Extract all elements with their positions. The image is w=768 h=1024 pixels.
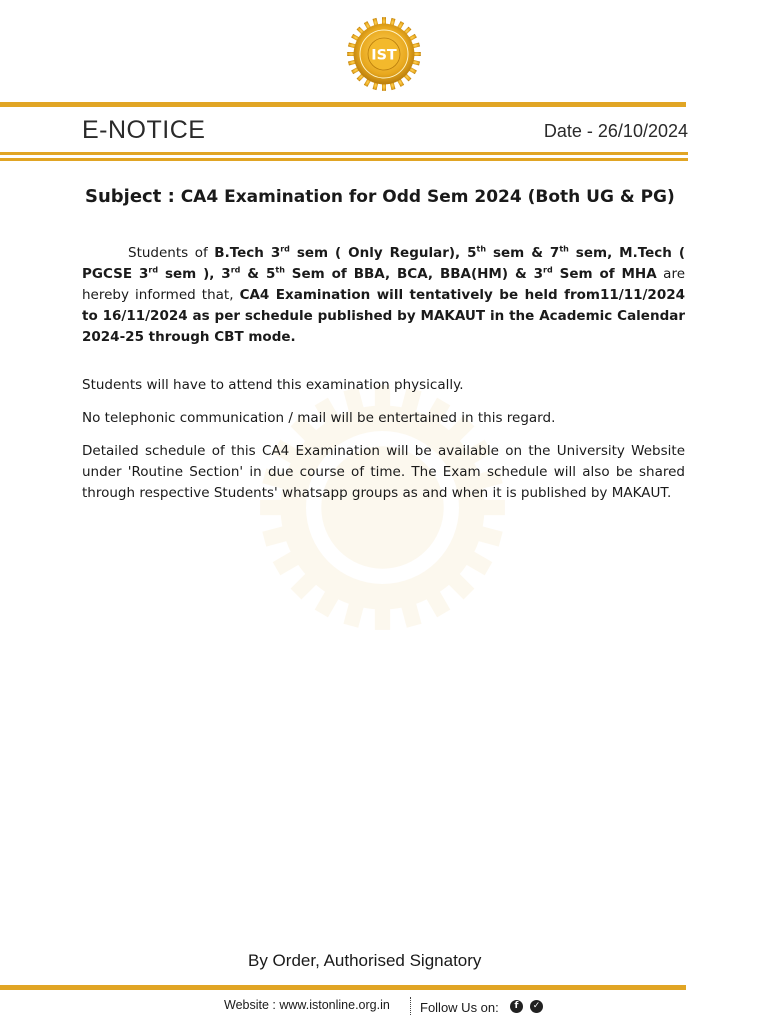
authorised-signatory: By Order, Authorised Signatory — [248, 951, 482, 970]
notice-date: Date - 26/10/2024 — [543, 121, 688, 141]
p1-seg: sem, M.Tech ( PGCSE 3 — [82, 245, 686, 282]
subject-text: CA4 Examination for Odd Sem 2024 (Both UG & PG) — [180, 187, 675, 207]
header-rule-1 — [0, 152, 688, 155]
p1-sup: rd — [230, 265, 241, 275]
p1-seg: Students of — [128, 245, 215, 261]
p1-seg: & 5 — [240, 266, 276, 282]
p1-sup: th — [476, 244, 487, 254]
page-title: E-NOTICE — [82, 116, 206, 144]
twitter-icon[interactable]: ✓ — [530, 1000, 543, 1013]
header-rule-2 — [0, 158, 688, 161]
notice-subject — [85, 186, 675, 207]
p1-seg: sem ), 3 — [158, 266, 231, 282]
p1-sup: rd — [543, 265, 553, 275]
footer-divider — [410, 997, 411, 1015]
p1-seg: B.Tech 3 — [214, 245, 281, 261]
p1-seg: are hereby informed that, — [82, 266, 685, 303]
p1-sup: rd — [148, 265, 159, 275]
p1-seg: Sem of MHA — [552, 266, 657, 282]
header-top-rule — [0, 102, 688, 107]
logo-text: IST — [371, 47, 397, 64]
gear-seal-logo — [344, 14, 424, 94]
subject-label: Subject : — [85, 186, 175, 207]
p1-sup: th — [275, 265, 285, 275]
notice-paragraph-4: Detailed schedule of this CA4 Examination will be available on the University Website under 'Routine Section' in due course of time. The Exam schedule will also be shared through respective Students' whatsapp groups as and when it is published by MAKAUT. — [82, 443, 685, 501]
p1-sup: th — [559, 244, 569, 254]
footer-rule — [0, 985, 688, 990]
p1-seg: CA4 Examination will tentatively be held from11/11/2024 to 16/11/2024 as per schedule published by MAKAUT in the Academic Calendar 2024-25 through CBT mode. — [82, 287, 686, 345]
facebook-icon[interactable]: f — [510, 1000, 523, 1013]
p1-sup: rd — [280, 244, 290, 254]
notice-paragraph-1 — [82, 243, 685, 348]
p1-seg: sem & 7 — [486, 245, 560, 261]
follow-us-label: Follow Us on: — [420, 1000, 499, 1015]
notice-paragraph-2: Students will have to attend this examination physically. — [82, 377, 464, 393]
p1-seg: Sem of BBA, BCA, BBA(HM) & 3 — [284, 266, 544, 282]
p1-seg: sem ( Only Regular), 5 — [289, 245, 477, 261]
notice-paragraph-3: No telephonic communication / mail will be entertained in this regard. — [82, 410, 556, 426]
website-link[interactable]: Website : www.istonline.org.in — [224, 998, 390, 1012]
